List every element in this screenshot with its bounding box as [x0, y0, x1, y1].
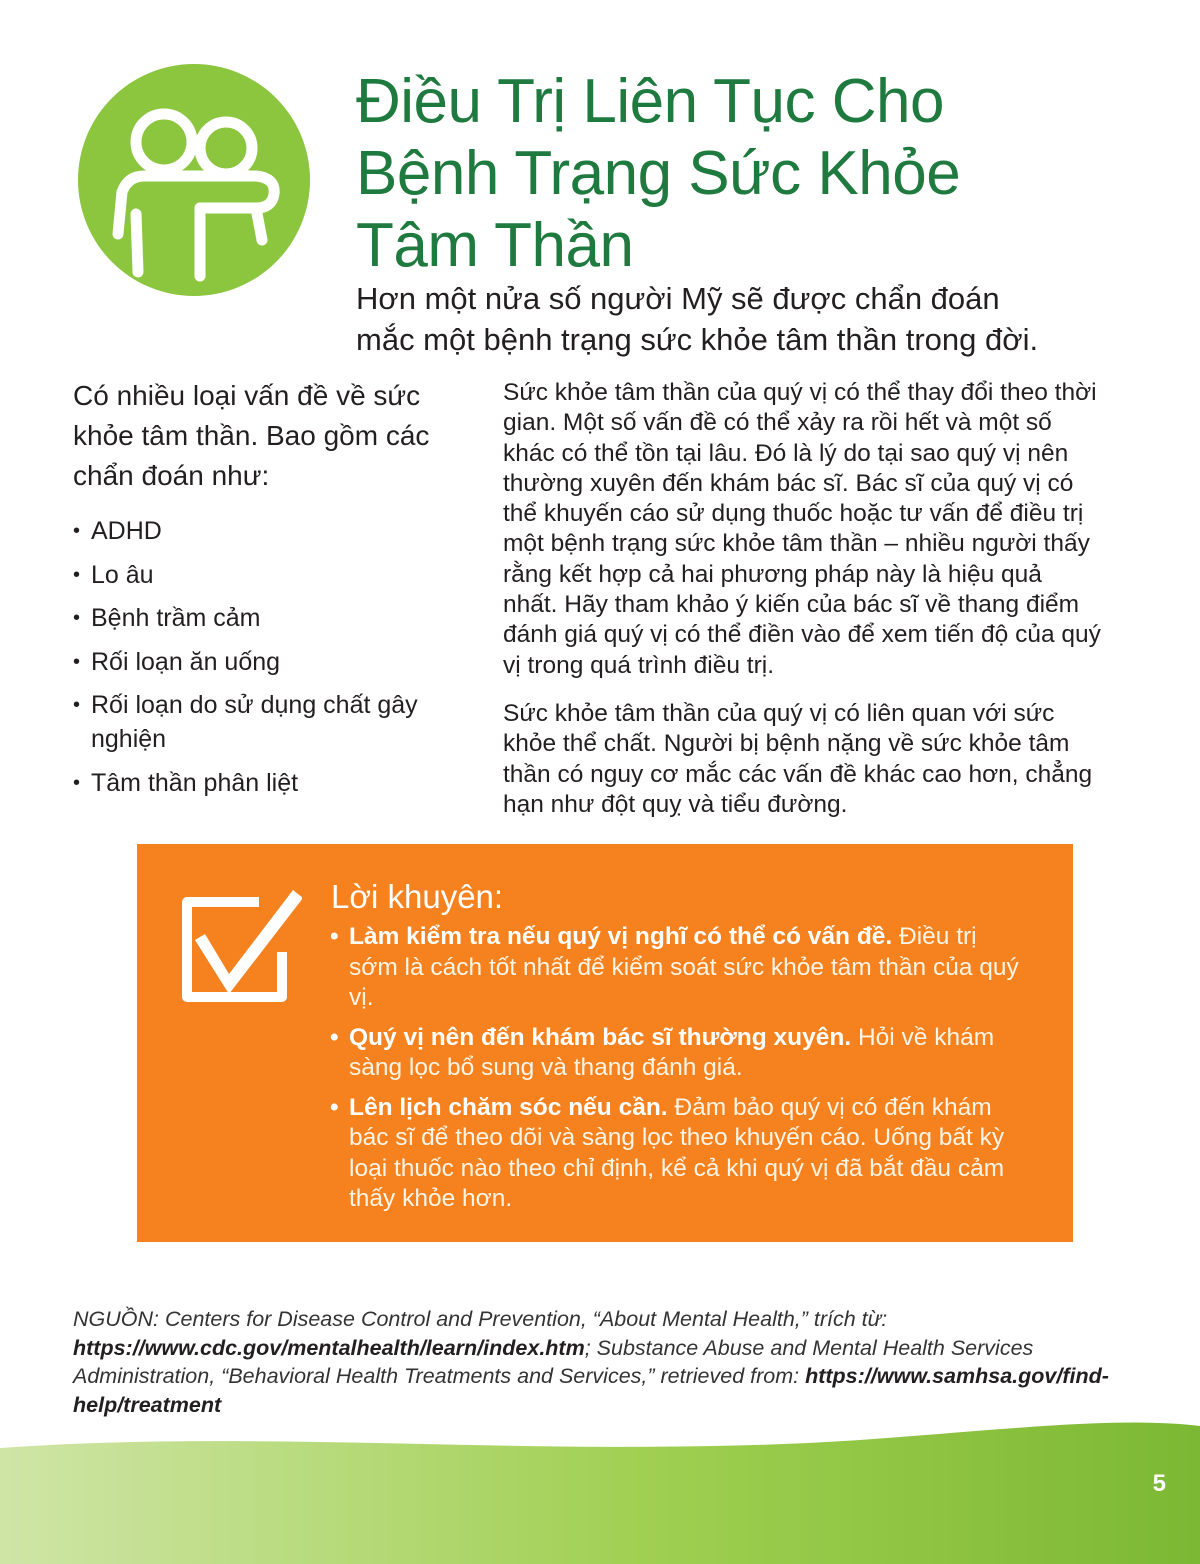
list-item [73, 514, 473, 548]
title-line: Bệnh Trạng Sức Khỏe [356, 139, 961, 208]
diagnosis-label: Lo âu [91, 560, 154, 589]
tips-box [137, 844, 1073, 1242]
tip-text: Đảm bảo quý vị có đến khám bác sĩ để theo dõi và sàng lọc theo khuyến cáo. Uống bất kỳ loại thuốc nào theo chỉ định, kể cả khi quý vị đã bắt đầu cảm thấy khỏe hơn. [349, 1093, 1005, 1212]
bullet: • [330, 923, 339, 950]
tip-bold: Làm kiểm tra nếu quý vị nghĩ có thể có vấn đề. [349, 923, 893, 950]
footer-wave [0, 1400, 1200, 1564]
list-item [330, 922, 1030, 1014]
list-item [73, 645, 473, 679]
list-item [330, 1093, 1030, 1215]
source-text: ; Substance Abuse and Mental Health Services Administration, “Behavioral Health Treatments and Services,” retrieved from: [73, 1335, 1034, 1388]
diagnosis-label: ADHD [91, 517, 162, 545]
tip-text: Điều trị sớm là cách tốt nhất để kiểm soát sức khỏe tâm thần của quý vị. [349, 923, 1019, 1011]
list-item [73, 766, 473, 800]
page-subtitle [356, 278, 1156, 360]
diagnoses-intro: Có nhiều loại vấn đề về sức khỏe tâm thần. Bao gồm các chẩn đoán như: [73, 380, 430, 491]
bullet: • [73, 563, 81, 586]
subtitle-line: mắc một bệnh trạng sức khỏe tâm thần trong đời. [356, 322, 1039, 357]
tips-heading: Lời khuyên: [331, 878, 504, 915]
diagnosis-label: Rối loạn ăn uống [91, 647, 281, 676]
tip-bold: Quý vị nên đến khám bác sĩ thường xuyên. [349, 1023, 852, 1051]
title-line: Tâm Thần [356, 211, 634, 280]
list-item [330, 1023, 1030, 1084]
diagnosis-label: Tâm thần phân liệt [91, 768, 299, 797]
diagnosis-label: Rối loạn do sử dụng chất gây nghiện [91, 691, 418, 753]
title-line: Điều Trị Liên Tục Cho [356, 67, 944, 136]
bullet: • [73, 607, 81, 629]
bullet: • [73, 650, 81, 673]
bullet: • [330, 1023, 339, 1051]
bullet: • [330, 1093, 339, 1121]
bullet: • [73, 694, 81, 716]
diagnoses-list [73, 514, 473, 800]
source-link-samhsa[interactable]: https://www.samhsa.gov/find-help/treatment [73, 1364, 1109, 1417]
list-item [73, 601, 473, 635]
tip-text: Hỏi về khám sàng lọc bổ sung và thang đánh giá. [349, 1023, 995, 1081]
checkbox-checkmark-icon [177, 882, 302, 1007]
source-link-cdc[interactable]: https://www.cdc.gov/mentalhealth/learn/index.htm [73, 1335, 585, 1360]
bullet: • [73, 520, 81, 542]
tips-list [330, 922, 1030, 1224]
page-title [356, 66, 1156, 282]
diagnoses-section [73, 376, 473, 809]
subtitle-line: Hơn một nửa số người Mỹ sẽ được chẩn đoán [356, 281, 1000, 316]
bullet: • [73, 771, 81, 794]
source-text: NGUỒN: Centers for Disease Control and Prevention, “About Mental Health,” trích từ: [73, 1307, 888, 1331]
diagnosis-label: Bệnh trầm cảm [91, 604, 261, 632]
page-number: 5 [1152, 1470, 1166, 1497]
list-item [73, 688, 473, 756]
people-embrace-icon [78, 64, 310, 296]
body-paragraph: Sức khỏe tâm thần của quý vị có thể thay đổi theo thời gian. Một số vấn đề có thể xảy ra rồi hết và một số khác có thể tồn tại lâu. Đó là lý do tại sao quý vị nên thường xuyên đến khám bác sĩ. Bác sĩ của quý vị có thể khuyến cáo sử dụng thuốc hoặc tư vấn để điều trị một bệnh trạng sức khỏe tâm thần – nhiều người thấy rằng kết hợp cả hai phương pháp này là hiệu quả nhất. Hãy tham khảo ý kiến của bác sĩ về thang điểm đánh giá quý vị có thể điền vào để xem tiến độ của quý vị trong quá trình điều trị. [503, 379, 1101, 679]
tip-bold: Lên lịch chăm sóc nếu cần. [349, 1093, 668, 1121]
body-paragraph: Sức khỏe tâm thần của quý vị có liên quan với sức khỏe thể chất. Người bị bệnh nặng về sức khỏe tâm thần có nguy cơ mắc các vấn đề khác cao hơn, chẳng hạn như đột quỵ và tiểu đường. [503, 699, 1093, 818]
body-text-section [503, 378, 1103, 838]
list-item [73, 558, 473, 592]
